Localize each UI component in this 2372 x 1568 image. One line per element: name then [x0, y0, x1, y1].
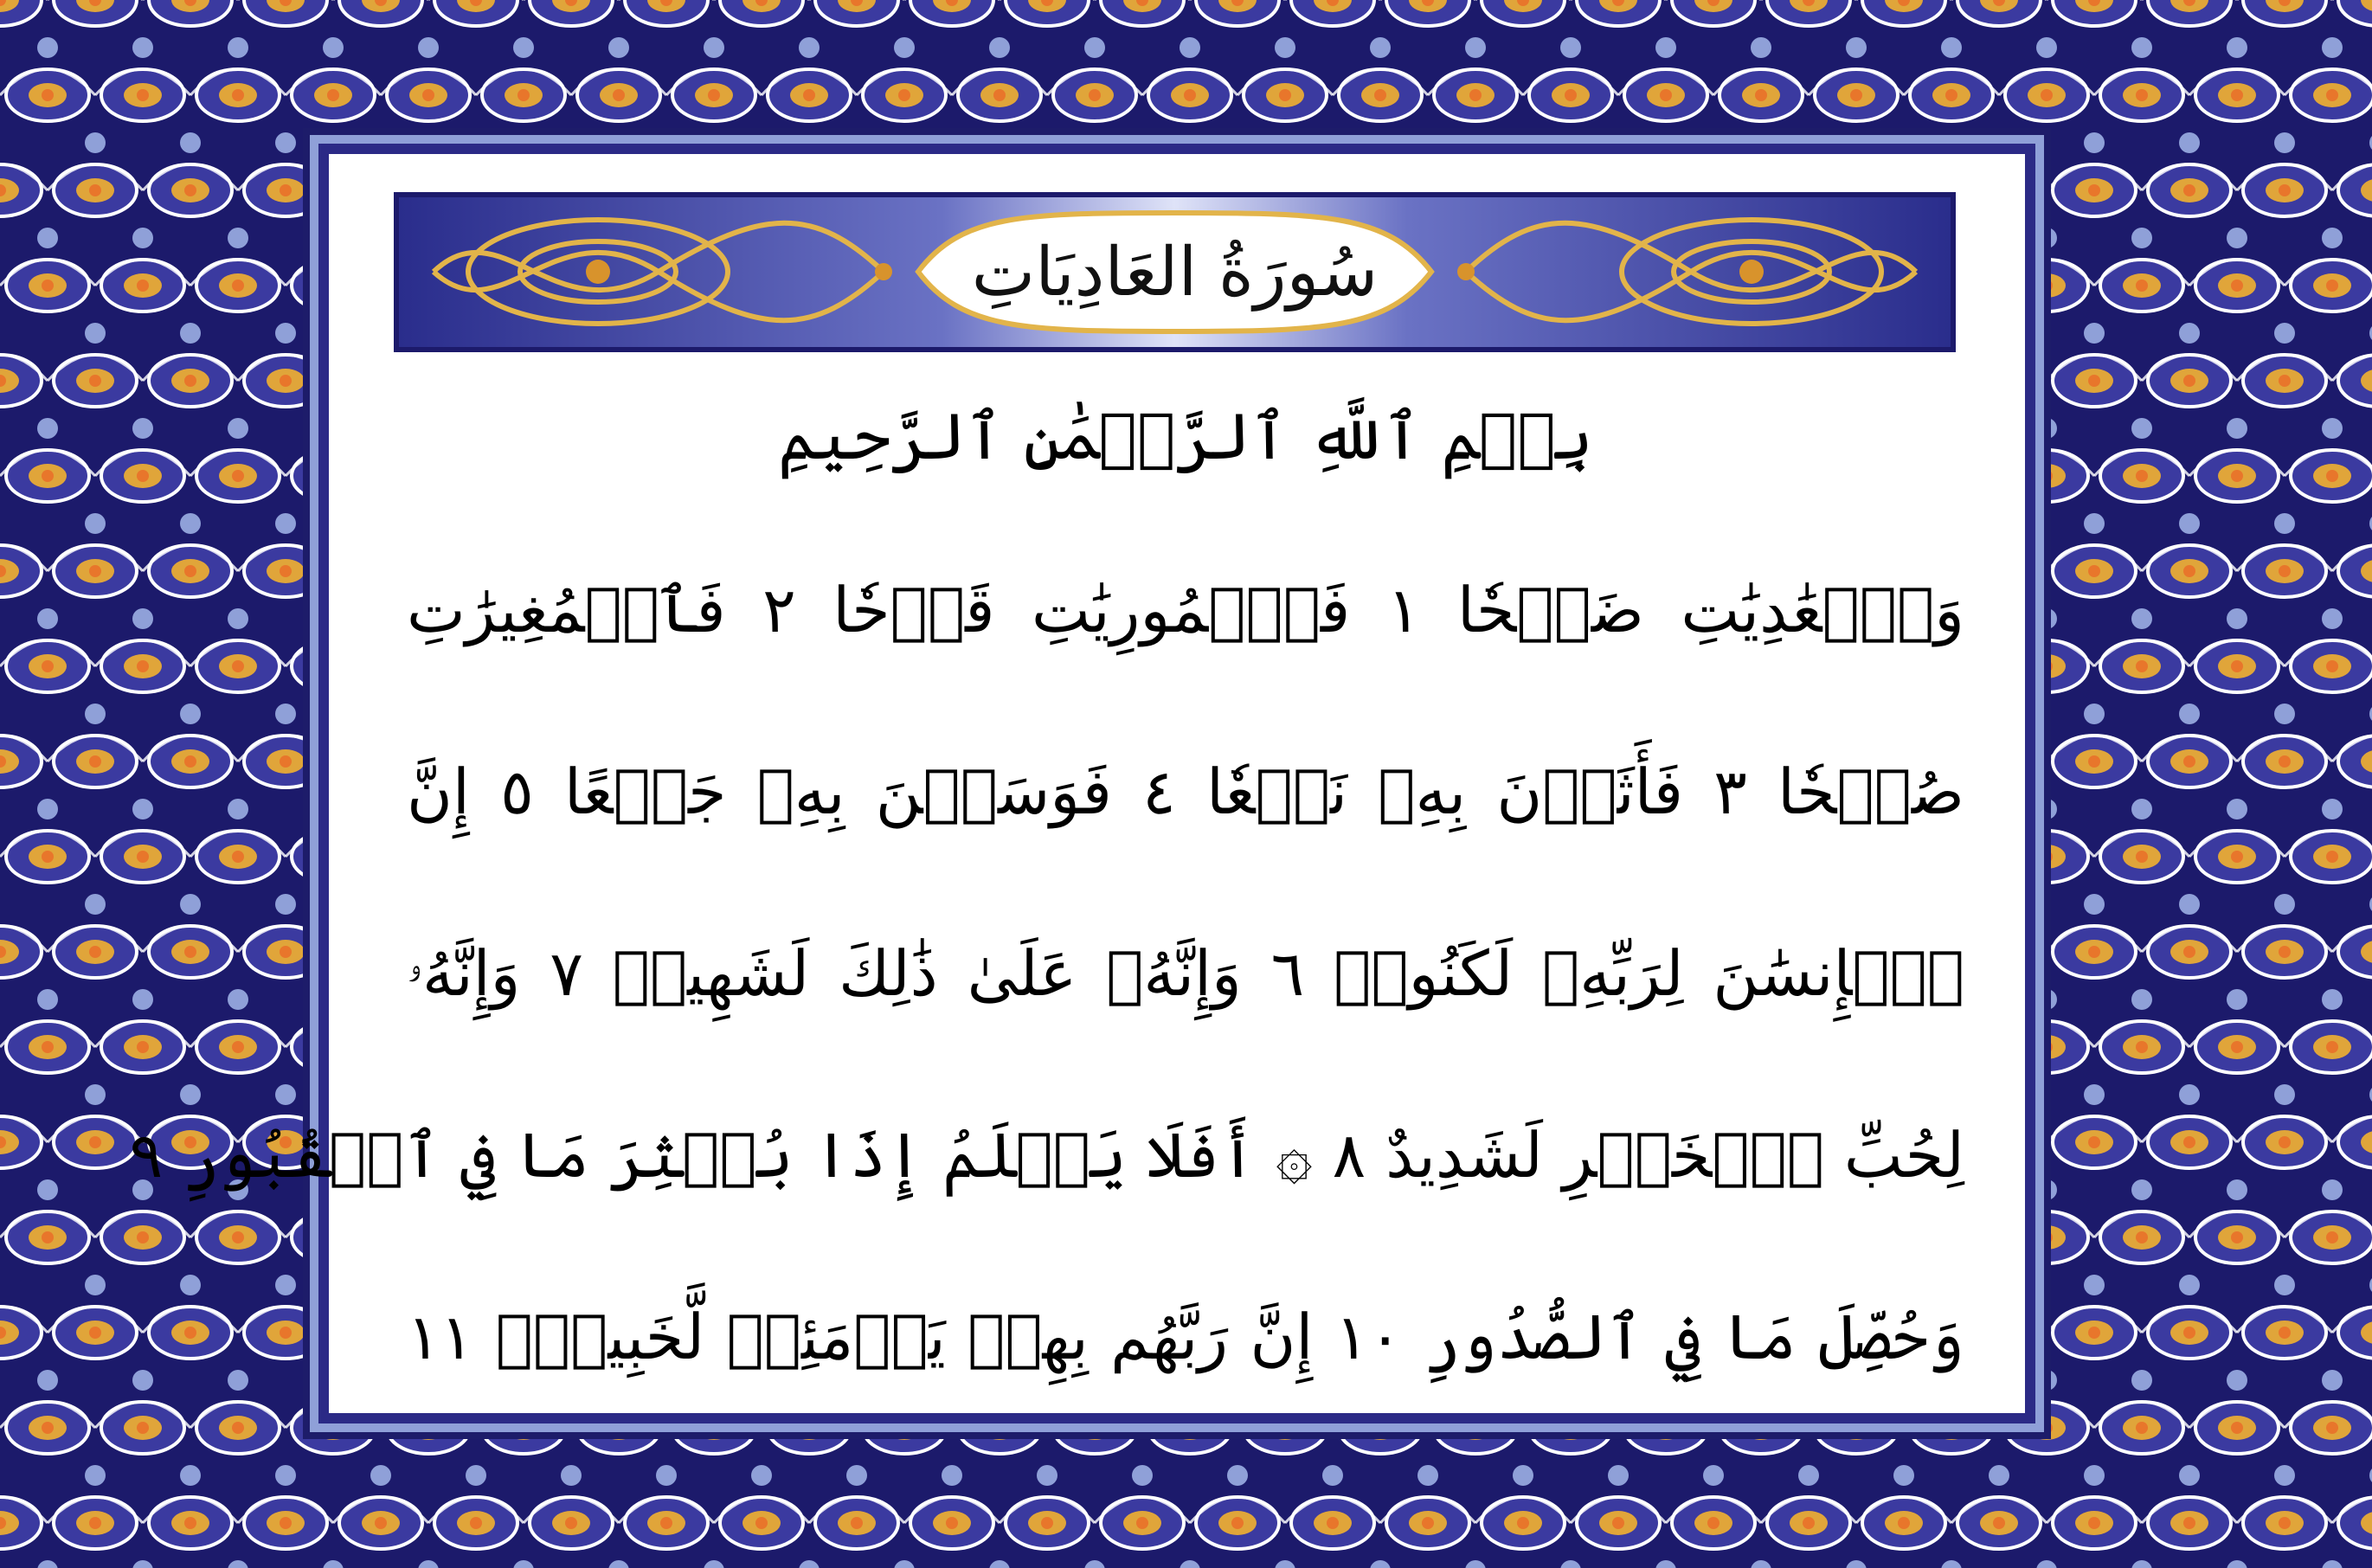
verse-line-1: وَٱلۡعَٰدِيَٰتِ ضَبۡحٗا ١ فَٱلۡمُورِيَٰتِ قَدۡحٗا ٢ فَٱلۡمُغِيرَٰتِ	[407, 574, 1964, 646]
surah-title: سُورَةُ العَادِيَاتِ	[971, 233, 1379, 312]
surah-header	[394, 192, 1956, 352]
basmala: بِسۡمِ ٱللَّهِ ٱلرَّحۡمَٰنِ ٱلرَّحِيمِ	[778, 400, 1593, 474]
verse-line-4: لِحُبِّ ٱلۡخَيۡرِ لَشَدِيدٌ ٨ ۞ أَفَلَا يَعۡلَمُ إِذَا بُعۡثِرَ مَا فِي ٱلۡقُبُورِ ٩	[129, 1119, 1964, 1192]
verse-block	[129, 381, 1965, 1428]
verse-line-2: صُبۡحٗا ٣ فَأَثَرۡنَ بِهِۦ نَقۡعٗا ٤ فَوَسَطۡنَ بِهِۦ جَمۡعًا ٥ إِنَّ	[407, 755, 1965, 828]
verse-line-5: وَحُصِّلَ مَا فِي ٱلصُّدُورِ ١٠ إِنَّ رَبَّهُم بِهِمۡ يَوۡمَئِذٖ لَّخَبِيرُۢ ١١	[407, 1301, 1964, 1373]
verse-line-3: ٱلۡإِنسَٰنَ لِرَبِّهِۦ لَكَنُودٞ ٦ وَإِنَّهُۥ عَلَىٰ ذَٰلِكَ لَشَهِيدٞ ٧ وَإِنَّهُۥ	[407, 937, 1965, 1010]
